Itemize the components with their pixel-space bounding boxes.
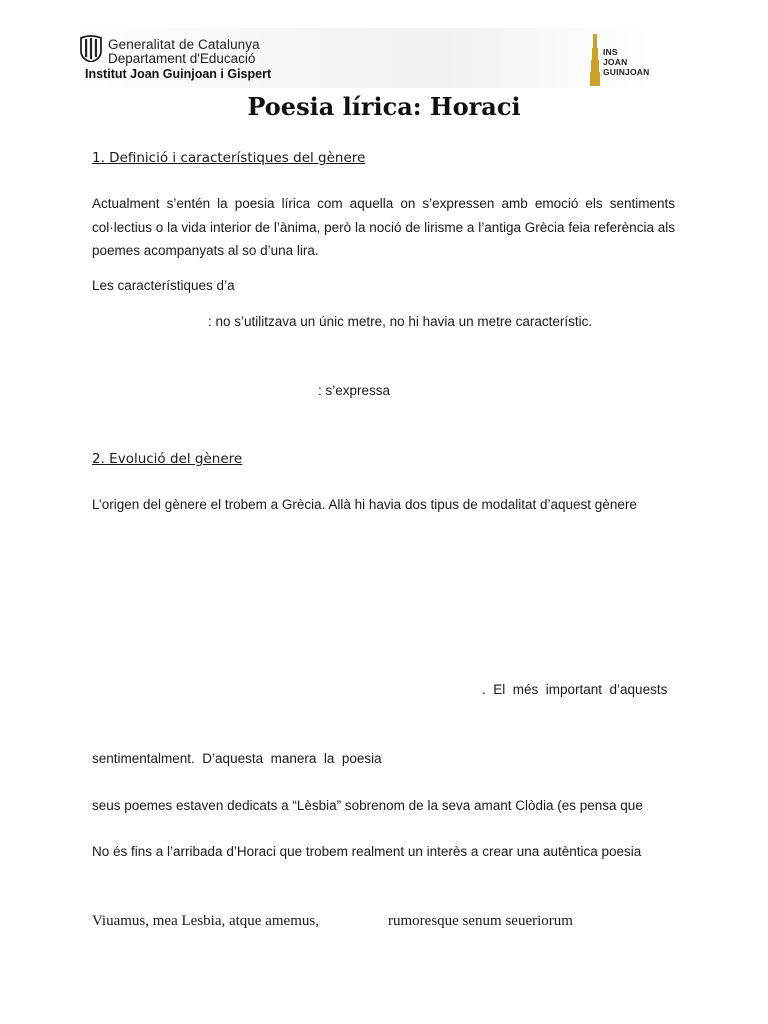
origin-line: L’origen del gènere el trobem a Grècia. Allà hi havia dos tipus de modalitat d’aquest gènere	[92, 497, 637, 512]
generalitat-logo-icon	[80, 35, 102, 62]
logo-text-joan: JOAN	[603, 57, 628, 67]
important-fragment: . El més important d’aquests	[482, 682, 668, 697]
horaci-line: No és fins a l’arribada d’Horaci que trobem realment un interès a crear una autèntica poesia	[92, 844, 642, 859]
expressa-fragment: : s’expressa	[318, 383, 391, 398]
section-1-heading: 1. Definició i característiques del gènere	[92, 150, 366, 166]
sentimentalment-fragment: sentimentalment. D’aquesta manera la poesia	[92, 751, 382, 766]
characteristics-intro: Les característiques d’a	[92, 278, 235, 293]
metre-fragment: : no s’utilitzava un únic metre, no hi havia un metre característic.	[208, 314, 593, 329]
school-logo-icon	[590, 34, 602, 86]
school-logo	[590, 34, 650, 86]
government-name: Generalitat de Catalunya	[108, 37, 260, 52]
logo-text-guinjoan: GUINJOAN	[603, 67, 650, 77]
page-title: Poesia lírica: Horaci	[247, 92, 521, 121]
latin-verse-left: Viuamus, mea Lesbia, atque amemus,	[92, 913, 319, 929]
lesbia-line: seus poemes estaven dedicats a “Lèsbia” sobrenom de la seva amant Clòdia (es pensa que	[92, 798, 643, 813]
school-name: Institut Joan Guinjoan i Gispert	[85, 67, 272, 81]
section-2-heading: 2. Evolució del gènere	[92, 451, 243, 467]
logo-text-ins: INS	[603, 47, 618, 57]
department-name: Departament d'Educació	[108, 51, 256, 66]
definition-paragraph: Actualment s’entén la poesia lírica com aquella on s’expressen amb emoció els sentiments col·lectius o la vida interior de l’ànima, però la noció de lirisme a l’antiga Grècia feia referència als poemes acompanyats al so d’una lira.	[92, 196, 675, 258]
latin-verse-right: rumoresque senum seueriorum	[388, 913, 573, 929]
